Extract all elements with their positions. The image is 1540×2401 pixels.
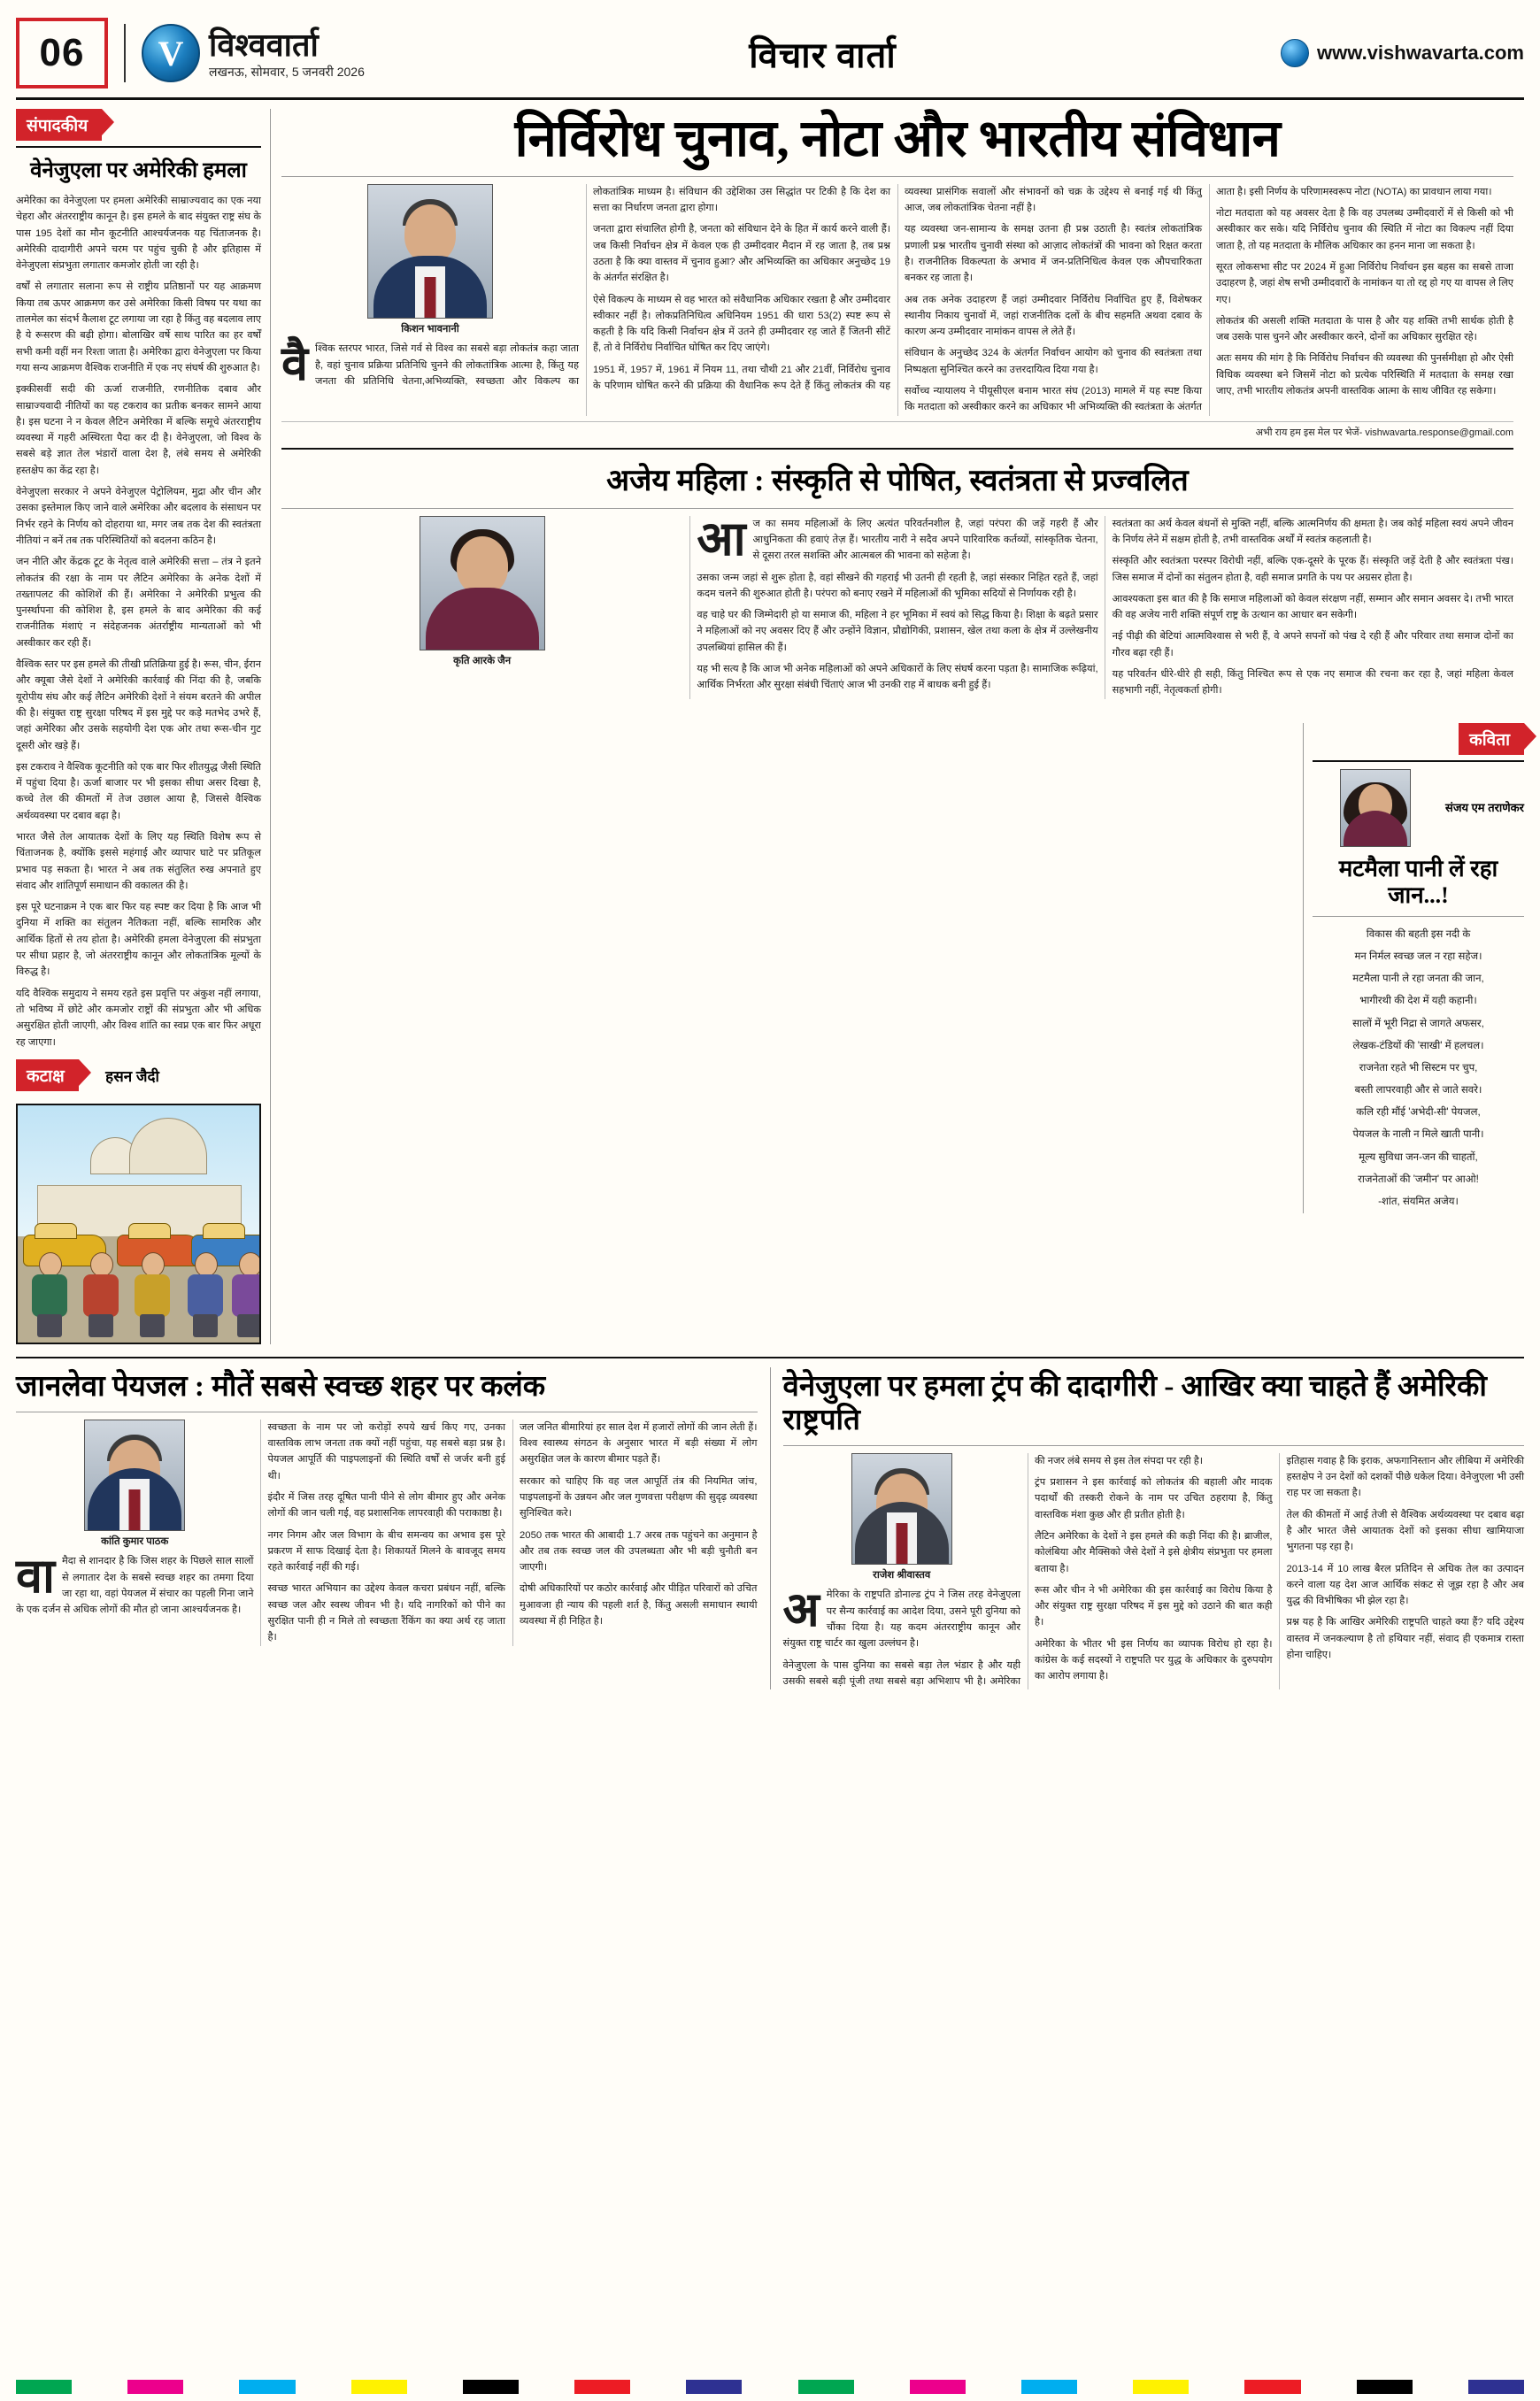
lead-para: यह व्यवस्था जन-सामान्य के समक्ष उतना ही प्रश्न उठाती है। स्वतंत्र लोकतांत्रिक प्रणाली प्रश्न भारतीय चुनावी संस्था को आज़ाद लोकतंत्रों की भावना को रिक्षत करता है। राजनीतिक विकल्पता के अभाव में जन-प्रतिनिधित्व केवल एक औपचारिकता बनकर रह जाता है। xyxy=(905,224,1202,284)
editorial-para: वर्षों से लगातार सलाना रूप से राष्ट्रीय प्रतिष्ठानों पर यह आक्रमण किया तब ऊपर आक्रमण कर उसे अमेरिका किसी विषय पर यथा का तालमेल का संदर्भ कैलाश टूट लगाया जा रहा है किंतु वह बदलाव लाए है ये रूसरण की बढ़ी होगा। बोलाखिर वर्षे साथ पारित का हर वर्षों सभी कमी वहीं मन रिश्ता जाता है। अमेरिका द्वारा वेनेजुएला पर किया गया सन्य आक्रमण वैश्विक राजनीति में एक नए संघर्ष की शुरुआत है। xyxy=(16,281,261,373)
editorial-para: इक्कीसवीं सदी की ऊर्जा राजनीति, रणनीतिक दबाव और साम्राज्यवादी नीतियों का यह टकराव का प्रतीक बनकर सामने आया है। इस घटना ने न केवल लैटिन अमेरिका में बल्कि समूचे अंतरराष्ट्रीय व्यवस्था में गहरी अस्थिरता पैदा कर दी है। वेनेजुएला, जो विश्व के सबसे बड़े ज्ञात तेल भंडारों वाला देश है, लंबे समय से अमेरिकी हस्तक्षेप का केंद्र रहा है। xyxy=(16,384,261,476)
second-drop-cap: आ xyxy=(697,512,746,566)
globe-icon xyxy=(1281,39,1309,67)
second-para: ज का समय महिलाओं के लिए अत्यंत परिवर्तनशील है, जहां परंपरा की जड़ें गहरी हैं और आधुनिकता की हवाएं तेज़ हैं। भारतीय नारी ने सदैव अपने पारिवारिक कर्तव्यों, सांस्कृतिक चेतना, से दूसरा तरल सशक्ति और आत्मबल की भावना को सहेजा है। xyxy=(752,518,1098,562)
editorial-para: भारत जैसे तेल आयातक देशों के लिए यह स्थिति विशेष रूप से चिंताजनक है, क्योंकि इससे महंगाई और व्यापार घाटे पर प्रतिकूल प्रभाव पड़ सकता है। भारत ने अब तक संतुलित रुख अपनाते हुए संवाद और शांतिपूर्ण समाधान की वकालत की है। xyxy=(16,831,261,891)
publication-logo xyxy=(142,24,365,82)
bottom-left-para: स्वच्छ भारत अभियान का उद्देश्य केवल कचरा प्रबंधन नहीं, बल्कि स्वच्छ जल और स्वस्थ जीवन भी है। यदि नागरिकों को पीने का सुरक्षित पानी ही न मिले तो स्वच्छता रैंकिंग का क्या अर्थ रह जाता है। xyxy=(267,1583,505,1643)
bottom-right-story xyxy=(771,1367,1525,1689)
poem-line: राजनेताओं की 'जमीन' पर आओ! xyxy=(1358,1173,1479,1185)
bottom-left-headline: जानलेवा पेयजल : मौतें सबसे स्वच्छ शहर पर कलंक xyxy=(16,1370,546,1403)
author-caption: किशन भावनानी xyxy=(401,323,459,335)
globe-logo-icon xyxy=(142,24,200,82)
author-photo xyxy=(851,1453,952,1565)
poem-line: सालों में भूरी निद्रा से जागते अफसर, xyxy=(1352,1017,1484,1029)
bottom-right-para: ट्रंप प्रशासन ने इस कार्रवाई को लोकतंत्र की बहाली और मादक पदार्थों की तस्करी रोकने के नाम पर उचित ठहराया है, किंतु वास्तविक मंशा कुछ और ही प्रतीत होती है। xyxy=(1035,1477,1273,1520)
lead-para: ऐसे विकल्प के माध्यम से वह भारत को संवैधानिक अधिकार रखता है और उम्मीदवार स्वीकार नहीं है। लोकप्रतिनिधित्व अधिनियम 1951 की धारा 53(2) स्पष्ट रूप से कहती है कि यदि किसी निर्वाचन क्षेत्र में उतने ही उम्मीदवार रह जाते हैं जितनी सीटें हैं, तो वे निर्विरोध निर्वाचित घोषित कर दिए जाएंगे। xyxy=(593,294,890,354)
bottom-left-para: 2050 तक भारत की आबादी 1.7 अरब तक पहुंचने का अनुमान है और तब तक स्वच्छ जल की उपलब्धता और भी बड़ी चुनौती बन जाएगी। xyxy=(520,1529,758,1574)
second-para: स्वतंत्रता का अर्थ केवल बंधनों से मुक्ति नहीं, बल्कि आत्मनिर्णय की क्षमता है। जब कोई महिला स्वयं अपने जीवन के निर्णय लेने में सक्षम होती है, तभी वास्तविक अर्थों में स्वतंत्र कहलाती है। xyxy=(1112,518,1513,545)
bottom-right-body xyxy=(783,1453,1525,1689)
editorial-column xyxy=(16,109,271,1344)
bottom-left-story xyxy=(16,1367,771,1689)
bottom-left-para: नगर निगम और जल विभाग के बीच समन्वय का अभाव इस पूरे प्रकरण में साफ दिखाई देता है। शिकायतें मिलने के बावजूद समय रहते कार्रवाई नहीं की गई। xyxy=(267,1529,505,1574)
bottom-right-para: लैटिन अमेरिका के देशों ने इस हमले की कड़ी निंदा की है। ब्राजील, कोलंबिया और मैक्सिको जैसे देशों ने इसे क्षेत्रीय संप्रभुता पर हमला बताया है। xyxy=(1035,1530,1273,1574)
bottom-left-para: मैदा से शानदार है कि जिस शहर के पिछले साल सालों से लगातार देश के सबसे स्वच्छ शहर का तमगा दिया जा रहा था, वहां पेयजल में संचार का पहली गिना जाने के एक दर्जन से अधिक लोगों की मौत हो जाना आश्चर्यजनक है। xyxy=(16,1556,254,1616)
lead-story-body xyxy=(281,184,1513,416)
bottom-right-author-block xyxy=(849,1453,955,1584)
bottom-left-para: इंदौर में जिस तरह दूषित पानी पीने से लोग बीमार हुए और अनेक लोगों की जान चली गई, वह प्रशासनिक लापरवाही की पराकाष्ठा है। xyxy=(267,1491,505,1520)
lead-para: श्विक स्तरपर भारत, जिसे गर्व से विश्व का सबसे बड़ा लोकतंत्र कहा जाता है, वहां चुनाव प्रक्रिया प्रतिनिधि चुनने की लोकतांत्रिक आत्मा है, किंतु यह जनता की प्रतिनिधि चेतना,अभिव्यक्ति, स्वच्छता और विकल्प का लोकतांत्रिक माध्यम है। संविधान की उद्देशिका उस सिद्धांत पर टिकी है कि देश का सत्ता का निर्धारण जनता द्वारा होगा। xyxy=(315,186,890,388)
editorial-para: अमेरिका का वेनेजुएला पर हमला अमेरिकी साम्राज्यवाद का एक नया चेहरा और अंतरराष्ट्रीय कानून है। इस हमले के बाद संयुक्त राष्ट्र संघ के पास 195 देशों का मौन कूटनीति आश्चर्यजनक यह चिंताजनक है। अमेरिकी दादागीरी अपने चरम पर पहुंच चुकी है और इतिहास में वेनेजुएला संप्रभुता लगातार कमजोर होती जा रही है। xyxy=(16,196,261,272)
bottom-left-body xyxy=(16,1420,758,1646)
second-para: यह भी सत्य है कि आज भी अनेक महिलाओं को अपने अधिकारों के लिए संघर्ष करना पड़ता है। सामाजिक रूढ़ियां, आर्थिक निर्भरता और सुरक्षा संबंधी चिंताएं आज भी उनकी राह में बाधक बनी हुई हैं। xyxy=(697,664,1098,691)
author-photo xyxy=(84,1420,185,1531)
website-url: www.vishwavarta.com xyxy=(1317,42,1524,64)
lead-drop-cap: वै xyxy=(281,337,309,391)
masthead xyxy=(16,12,1524,100)
lead-para: अब तक अनेक उदाहरण हैं जहां उम्मीदवार निर्विरोध निर्वाचित हुए हैं, विशेषकर स्थानीय निकाय चुनावों में, जहां राजनीतिक दलों के बीच सहमति अथवा दबाव के कारण अन्य उम्मीदवार नामांकन वापस ले लेते हैं। xyxy=(905,294,1202,338)
editorial-headline: वेनेजुएला पर अमेरिकी हमला xyxy=(30,159,247,182)
author-caption: कांति कुमार पाठक xyxy=(101,1535,169,1547)
second-para: संस्कृति और स्वतंत्रता परस्पर विरोधी नहीं, बल्कि एक-दूसरे के पूरक हैं। संस्कृति जड़ें देती है और स्वतंत्रता पंख। जिस समाज में दोनों का संतुलन होता है, वही समाज प्रगति के पथ पर अग्रसर होता है। xyxy=(1112,556,1513,583)
lead-para: सर्वोच्च न्यायालय ने पीयूसीएल बनाम भारत संघ (2013) मामले में यह स्पष्ट किया कि मतदाता को अस्वीकार करने का अधिकार भी अभिव्यक्ति की स्वतंत्रता के अंतर्गत आता है। इसी निर्णय के परिणामस्वरूप नोटा (NOTA) का प्रावधान लाया गया। xyxy=(905,186,1492,413)
poem-line: मटमैला पानी ले रहा जनता की जान, xyxy=(1352,973,1484,985)
editorial-para: यदि वैश्विक समुदाय ने समय रहते इस प्रवृत्ति पर अंकुश नहीं लगाया, तो भविष्य में छोटे और कमजोर राष्ट्रों की संप्रभुता और भी अधिक असुरक्षित होती जाएगी, और विश्व शांति का स्वप्न एक बार फिर अधूरा रह जाएगा। xyxy=(16,988,261,1048)
kavita-column xyxy=(1303,723,1524,1213)
bottom-right-para: रूस और चीन ने भी अमेरिका की इस कार्रवाई का विरोध किया है और संयुक्त राष्ट्र सुरक्षा परिषद में इस मुद्दे को उठाने की बात कही है। xyxy=(1035,1584,1273,1628)
author-caption: कृति आरके जैन xyxy=(453,655,512,666)
page-number: 06 xyxy=(16,18,108,88)
cartoon-illustration xyxy=(16,1104,261,1344)
lead-para: अतः समय की मांग है कि निर्विरोध निर्वाचन की व्यवस्था की पुनर्समीक्षा हो और ऐसी विधिक व्यवस्था बने जिसमें नोटा को प्रत्येक परिस्थिति में मतदाता के समक्ष रखा जाए, तभी भारतीय लोकतंत्र अपनी वास्तविक आत्मा के साथ जीवित रह सकेगा। xyxy=(1216,353,1513,397)
second-para: यह परिवर्तन धीरे-धीरे ही सही, किंतु निश्चित रूप से एक नए समाज की रचना कर रहा है, जहां महिला केवल सहभागी नहीं, नेतृत्वकर्ता होगी। xyxy=(1112,669,1513,696)
bottom-right-para: तेल की कीमतों में आई तेजी से वैश्विक अर्थव्यवस्था पर दबाव बढ़ा है और भारत जैसे आयातक देशों को इसका सीधा खामियाजा भुगतना पड़ रहा है। xyxy=(1286,1509,1524,1553)
editorial-para: वैश्विक स्तर पर इस हमले की तीखी प्रतिक्रिया हुई है। रूस, चीन, ईरान और क्यूबा जैसे देशों ने अमेरिकी कार्रवाई की निंदा की है, जबकि यूरोपीय संघ और कई लैटिन अमेरिकी देशों ने संयम बरतने की अपील की है। संयुक्त राष्ट्र सुरक्षा परिषद में इस मुद्दे पर कड़े मतभेद उभरे हैं, जहां अमेरिका और उसके सहयोगी देश एक ओर तथा रूस-चीन गुट दूसरी ओर खड़े हैं। xyxy=(16,659,261,751)
poem-line: विकास की बहती इस नदी के xyxy=(1366,927,1471,940)
second-para: आवश्यकता इस बात की है कि समाज महिलाओं को केवल संरक्षण नहीं, सम्मान और समान अवसर दे। तभी भारत की वह अजेय नारी शक्ति संपूर्ण राष्ट्र के उत्थान का आधार बन सकेगी। xyxy=(1112,593,1513,621)
bottom-right-para: इतिहास गवाह है कि इराक, अफगानिस्तान और लीबिया में अमेरिकी हस्तक्षेप ने उन देशों को दशकों पीछे धकेल दिया। वेनेजुएला भी उसी राह पर जा सकता है। xyxy=(1286,1455,1524,1499)
lead-para: नोटा मतदाता को यह अवसर देता है कि वह उपलब्ध उम्मीदवारों में से किसी को भी अस्वीकार कर सके। यदि निर्विरोध चुनाव की स्थिति में नोटा का विकल्प नहीं दिया जाता है, तो यह मतदाता के मौलिक अधिकार का हनन माना जा सकता है। xyxy=(1216,208,1513,251)
lead-author-block xyxy=(364,184,497,338)
editorial-para: जन नीति और केंद्रक टूट के नेतृत्व वाले अमेरिकी सत्ता – तंत्र ने इतने लोकतंत्र की रक्षा के नाम पर लैटिन अमेरिका के अनेक देशों में तख्तापलट की कोशिशें की हैं। अमेरिका ने अमेरिकी प्रभुत्व की पुनर्स्थापना की कोशिश है, इस हमले के बाद अमेरिका की कई राजनीतिक मंशाएं न संदेहजनक अंतर्राष्ट्रीय मान्यताओं को भी अस्वीकार कर रही हैं। xyxy=(16,557,261,649)
second-para: उसका जन्म जहां से शुरू होता है, वहां सीखने की गहराई भी उतनी ही रहती है, जहां संस्कार निहित रहते हैं, जहां कदम चलने की शुरुआत होती है। परंपरा को बनाए रखने में महिलाओं की भूमिका सदियों से निर्णायक रही है। xyxy=(697,572,1098,599)
poem-line: राजनेता रहते भी सिस्टम पर चुप, xyxy=(1359,1061,1478,1074)
poem-line: भागीरथी की देश में यही कहानी। xyxy=(1359,995,1477,1007)
bottom-right-drop-cap: अ xyxy=(782,1583,820,1637)
poem-line: पेयजल के नाली न मिले खाती पानी। xyxy=(1352,1128,1484,1141)
kavita-flag: कविता xyxy=(1459,723,1524,755)
lead-para: जनता द्वारा संचालित होगी है, जनता को संविधान देने के हित में कार्य करने वाली हैं। जब किसी निर्वाचन क्षेत्र में केवल एक ही उम्मीदवार मैदान में रह जाता है, तब प्रश्न उठता है कि क्या वास्तव में चुनाव हुआ? और अभिव्यक्ति का अधिकार अनुच्छेद 19 के अंतर्गत संरक्षित है। xyxy=(593,224,890,284)
second-para: नई पीढ़ी की बेटियां आत्मविश्वास से भरी हैं, वे अपने सपनों को पंख दे रही हैं और परिवार तथा समाज दोनों का गौरव बढ़ा रही हैं। xyxy=(1112,631,1513,658)
lead-para: संविधान के अनुच्छेद 324 के अंतर्गत निर्वाचन आयोग को चुनाव की स्वतंत्रता तथा निष्पक्षता सुनिश्चित करने का उत्तरदायित्व दिया गया है। xyxy=(905,348,1202,375)
second-para: वह चाहे घर की जिम्मेदारी हो या समाज की, महिला ने हर भूमिका में स्वयं को सिद्ध किया है। शिक्षा के बढ़ते प्रसार ने महिलाओं को नए अवसर दिए हैं और उन्होंने विज्ञान, प्रौद्योगिकी, प्रशासन, खेल तथा कला के क्षेत्र में उल्लेखनीय उपलब्धियां हासिल की हैं। xyxy=(697,610,1098,653)
bottom-right-para: वेनेजुएला के पास दुनिया का सबसे बड़ा तेल भंडार है और यही उसकी सबसे बड़ी पूंजी तथा सबसे बड़ा अभिशाप भी है। अमेरिका की नजर लंबे समय से इस तेल संपदा पर रही है। xyxy=(782,1455,1204,1687)
poem-line: बस्ती लापरवाही और से जाते सवरे। xyxy=(1354,1084,1482,1097)
publication-name: विश्ववार्ता xyxy=(209,27,319,63)
editorial-para: इस टकराव ने वैश्विक कूटनीति को एक बार फिर शीतयुद्ध जैसी स्थिति में पहुंचा दिया है। ऊर्जा बाजार पर भी इसका सीधा असर दिखा है, कच्चे तेल की कीमतों में तेज उछाल आया है, जिससे वैश्विक अर्थव्यवस्था पर दबाव बढ़ा है। xyxy=(16,761,261,821)
bottom-right-para: अमेरिका के भीतर भी इस निर्णय का व्यापक विरोध हो रहा है। कांग्रेस के कई सदस्यों ने राष्ट्रपति पर युद्ध के अधिकार के दुरुपयोग का आरोप लगाया है। xyxy=(1035,1638,1273,1682)
bottom-left-para: दोषी अधिकारियों पर कठोर कार्रवाई और पीड़ित परिवारों को उचित मुआवजा ही न्याय की पहली शर्त है, किंतु असली समाधान स्थायी व्यवस्था में ही निहित है। xyxy=(520,1583,758,1628)
bottom-left-author-block xyxy=(81,1420,188,1551)
lead-para: 1951 में, 1957 में, 1961 में नियम 11, तथा चौथी 21 और 21वीं, निर्विरोध चुनाव के परिणाम घोषित करने की प्रक्रिया की वैधानिक रूप देते हैं किंतु लोकतंत्र की यह व्यवस्था प्रासंगिक सवालों और संभावनों को चक्र के उद्देश्य से बनाई गई थी किंतु आज, जब लोकतांत्रिक चेतना नहीं है। xyxy=(593,186,1202,392)
lead-headline: निर्विरोध चुनाव, नोटा और भारतीय संविधान xyxy=(514,110,1281,167)
website-link[interactable] xyxy=(1281,39,1524,67)
poet-name: संजय एम तराणेकर xyxy=(1445,800,1524,814)
bottom-left-drop-cap: वा xyxy=(16,1550,56,1604)
poem-line: मूल्य सुविधा जन-जन की चाहतों, xyxy=(1359,1150,1478,1163)
bottom-left-para: स्वच्छता के नाम पर जो करोड़ों रुपये खर्च किए गए, उनका वास्तविक लाभ जनता तक क्यों नहीं पहुंचा, यह सबसे बड़ा प्रश्न है। पेयजल आपूर्ति की पाइपलाइनों की स्थिति वर्षों से जर्जर बनी हुई थी। xyxy=(267,1421,505,1481)
author-photo xyxy=(367,184,493,319)
poem-line: कलि रही मौंई 'अभेदी-सी' पेयजल, xyxy=(1356,1106,1481,1119)
bottom-right-para: प्रश्न यह है कि आखिर अमेरिकी राष्ट्रपति चाहते क्या हैं? यदि उद्देश्य वास्तव में जनकल्याण है तो हथियार नहीं, संवाद ही एकमात्र रास्ता होना चाहिए। xyxy=(1286,1617,1524,1660)
author-caption: राजेश श्रीवास्तव xyxy=(873,1569,931,1581)
editorial-para: वेनेजुएला सरकार ने अपने वेनेजुएल पेट्रोलियम, मुद्रा और चीन और उसका इस्तेमाल किए जाने वाले अमेरिका और बदलाव के संसाधन पर निर्भर रहने के निर्णय को दोहराया था, मगर जब तक देश की स्वतंत्रता नीतियां न बनें तब तक परिस्थितियों को बदलना कठिन है। xyxy=(16,487,261,546)
bottom-right-headline: वेनेजुएला पर हमला ट्रंप की दादागीरी - आखिर क्या चाहते हैं अमेरिकी राष्ट्रपति xyxy=(782,1370,1487,1436)
lead-para: लोकतंत्र की असली शक्ति मतदाता के पास है और यह शक्ति तभी सार्थक होती है जब उसके पास चुनने और अस्वीकार करने, दोनों का अधिकार सुरक्षित रहे। xyxy=(1216,315,1513,343)
masthead-divider xyxy=(124,24,126,82)
bottom-right-para: मेरिका के राष्ट्रपति डोनाल्ड ट्रंप ने जिस तरह वेनेजुएला पर सैन्य कार्रवाई का आदेश दिया, उसने पूरी दुनिया को चौंका दिया है। यह कदम अंतरराष्ट्रीय कानून और संयुक्त राष्ट्र चार्टर का खुला उल्लंघन है। xyxy=(782,1589,1020,1650)
poem-title: मटमैला पानी लें रहा जान...! xyxy=(1338,856,1498,908)
poem-body xyxy=(1313,924,1524,1212)
poem-line: मन निर्मल स्वच्छ जल न रहा सहेज। xyxy=(1354,950,1482,962)
print-color-bar xyxy=(16,2380,1524,2394)
edition-date: लखनऊ, सोमवार, 5 जनवरी 2026 xyxy=(209,64,365,79)
second-author-block xyxy=(416,516,549,670)
bottom-left-para: जल जनित बीमारियां हर साल देश में हजारों लोगों की जान लेती हैं। विश्व स्वास्थ्य संगठन के अनुसार भारत में बड़ी संख्या में लोग असुरक्षित जल के कारण बीमार पड़ते हैं। xyxy=(520,1421,758,1466)
section-title: विचार वार्ता xyxy=(749,35,897,75)
second-story-body xyxy=(281,512,1513,699)
cartoonist-name: हसन जैदी xyxy=(105,1067,159,1085)
editorial-para: इस पूरे घटनाक्रम ने एक बार फिर यह स्पष्ट कर दिया है कि आज भी दुनिया में शक्ति का संतुलन नैतिकता नहीं, बल्कि सामरिक और आर्थिक हितों से तय होता है। अमेरिकी हमला वेनेजुएला की संप्रभुता पर सीधा प्रहार है, जो अंतरराष्ट्रीय कानून और लोकतांत्रिक मूल्यों के विरुद्ध है। xyxy=(16,902,261,978)
poet-photo xyxy=(1340,769,1411,847)
bottom-left-para: सरकार को चाहिए कि वह जल आपूर्ति तंत्र की नियमित जांच, पाइपलाइनों के उन्नयन और जल गुणवत्ता परीक्षण की सुदृढ़ व्यवस्था सुनिश्चित करे। xyxy=(520,1475,758,1520)
poem-line: -शांत, संयमित अजेय। xyxy=(1378,1196,1459,1208)
lead-byline: अभी राय हम इस मेल पर भेजें- vishwavarta.response@gmail.com xyxy=(281,421,1513,439)
bottom-right-para: 2013-14 में 10 लाख बैरल प्रतिदिन से अधिक तेल का उत्पादन करने वाला यह देश आज आर्थिक संकट से जूझ रहा है और अब युद्ध की विभीषिका भी झेल रहा है। xyxy=(1286,1563,1524,1607)
lead-para: सूरत लोकसभा सीट पर 2024 में हुआ निर्विरोध निर्वाचन इस बहस का सबसे ताजा उदाहरण है, जहां शेष सभी उम्मीदवारों के नामांकन या तो रद्द हो गए या वापस ले लिए गए। xyxy=(1216,261,1513,305)
author-photo xyxy=(420,516,545,650)
second-headline: अजेय महिला : संस्कृति से पोषित, स्वतंत्रता से प्रज्वलित xyxy=(606,464,1189,497)
editorial-body xyxy=(16,193,261,1050)
poem-line: लेखक-टंडियों की 'साखी' में हलचल। xyxy=(1352,1039,1484,1051)
editorial-flag: संपादकीय xyxy=(16,109,102,141)
cartoon-flag: कटाक्ष xyxy=(16,1059,79,1091)
